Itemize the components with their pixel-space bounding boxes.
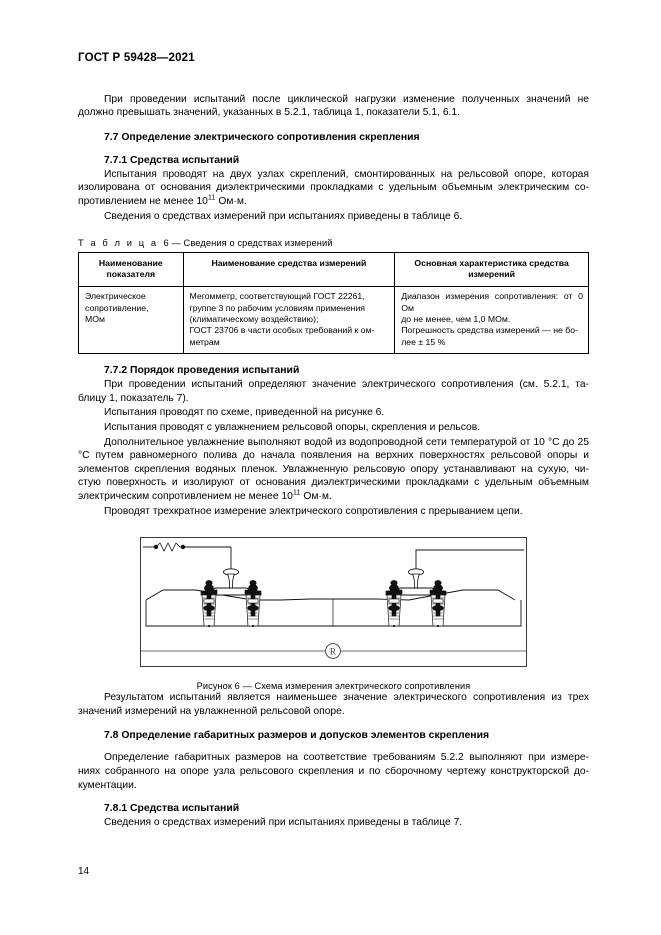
paragraph-7-8-1: Сведения о средствах измерений при испытаниях приведены в таблице 7. xyxy=(104,817,463,829)
figure-6-scheme xyxy=(140,537,527,667)
col2-line1: Наименование средства измерений xyxy=(211,258,367,269)
p771-line-2: изолирована от основания диэлектрическими прокладками с удельным объемным электрическим со- xyxy=(78,182,589,194)
characteristic-line3: Погрешность средства измерений — не бо- xyxy=(401,325,578,336)
measurement-scheme-drawing xyxy=(141,538,526,666)
cell-indicator xyxy=(79,287,184,354)
cell-characteristic xyxy=(395,287,589,354)
instrument-line3: (климатическому воздействию); xyxy=(189,314,319,325)
exponent-11-second: 11 xyxy=(292,487,301,497)
indicator-line3: МОм xyxy=(85,314,105,325)
table-caption-title: Сведения о средствах измерений xyxy=(183,238,333,249)
characteristic-line1: Диапазон измерения сопротивления: от 0 Ом xyxy=(401,291,583,313)
p4-line-1: Дополнительное увлажнение выполняют водой из водопроводной сети температурой от 10 °С до xyxy=(104,436,575,448)
p78-line-1: Определение габаритных размеров на соответствие требованиям 5.2.2 выполняют при измере- xyxy=(104,752,589,764)
heading-7-8: 7.8 Определение габаритных размеров и допусков элементов скрепления xyxy=(104,730,490,742)
p78-line-2: ниях собранного на опоре узла рельсового скрепления и по сборочному чертежу конструкторской до- xyxy=(78,765,589,777)
p771-line-3-pre: противлением не менее 10 xyxy=(78,196,208,208)
p4-line-3: элементов скрепления водяных пленок. Увлажненную рельсовую опору устанавливают на сухую, чи- xyxy=(78,463,589,475)
table-6-measurement-instruments xyxy=(78,252,589,354)
p772-line-1: При проведении испытаний определяют значение электрического сопротивления (см. 5.2.1, та- xyxy=(104,379,589,391)
table-caption-dash: — xyxy=(171,238,181,249)
intro-line-2: должно превышать значений, указанных в 5.2.1, таблица 1, показатели 5.1, 6.1. xyxy=(78,107,461,119)
p4-line-2: 25 °С путем равномерного полива до начала появления на верхних поверхностях рельсовой опоры и xyxy=(78,436,589,462)
p771-line-3-post: Ом·м. xyxy=(215,196,247,208)
column-header-instrument xyxy=(183,253,395,287)
p4-line-5-post: Ом·м. xyxy=(300,490,332,502)
heading-7-8-1: 7.8.1 Средства испытаний xyxy=(104,803,240,815)
exponent-11: 11 xyxy=(207,192,216,202)
paragraph-7-7-1-table-ref: Сведения о средствах измерений при испытаниях приведены в таблице 6. xyxy=(104,210,463,222)
rail-fastening-assembly-left xyxy=(201,569,261,627)
p4-line-4: стую поверхность и изолируют от основания диэлектрическими прокладками с удельным объемным xyxy=(78,477,589,489)
col1-line1: Наименование xyxy=(98,258,163,269)
paragraph-moistening: Испытания проводят с увлажнением рельсовой опоры, скрепления и рельсов. xyxy=(104,422,481,434)
column-header-indicator xyxy=(79,253,184,287)
page-number: 14 xyxy=(78,866,90,877)
heading-7-7-2: 7.7.2 Порядок проведения испытаний xyxy=(104,365,300,377)
intro-paragraph xyxy=(78,93,589,120)
p771-line-1: Испытания проводят на двух узлах скреплений, смонтированных на рельсовой опоре, которая xyxy=(104,168,589,180)
table-row xyxy=(79,287,589,354)
heading-7-7-1: 7.7.1 Средства испытаний xyxy=(104,154,240,166)
instrument-line1: Мегомметр, соответствующий ГОСТ 22261, xyxy=(189,291,365,302)
intro-line-1: При проведении испытаний после циклической нагрузки изменение полученных значений не xyxy=(104,93,589,105)
rail-fastening-assembly-right xyxy=(386,569,446,627)
paragraph-result xyxy=(78,691,589,718)
ohmmeter-label: R xyxy=(329,646,337,657)
p4-line-5-pre: электрическим сопротивлением не менее 10 xyxy=(78,490,293,502)
result-line-2: значений измерений на увлажненной рельсовой опоре. xyxy=(78,705,345,717)
instrument-line5: метрам xyxy=(189,336,220,347)
col1-line2: показателя xyxy=(106,269,156,280)
characteristic-line4: лее ± 15 % xyxy=(401,336,446,347)
paragraph-triple-measurement: Проводят трехкратное измерение электрического сопротивления с прерыванием цепи. xyxy=(104,505,523,517)
paragraph-scheme-ref: Испытания проводят по схеме, приведенной на рисунке 6. xyxy=(104,407,385,419)
paragraph-7-7-1 xyxy=(78,168,589,209)
instrument-line4: ГОСТ 23706 в части особых требований к ом- xyxy=(189,325,375,336)
paragraph-additional-moistening xyxy=(78,436,589,504)
column-header-characteristic xyxy=(395,253,589,287)
table-caption-number: 6 xyxy=(163,238,169,249)
cell-instrument xyxy=(183,287,395,354)
paragraph-7-8 xyxy=(78,751,589,792)
circuit-break-symbol xyxy=(143,543,231,551)
p78-line-3: кументации. xyxy=(78,779,137,791)
table-header-row xyxy=(79,253,589,287)
table-6-caption xyxy=(78,238,589,248)
heading-7-7: 7.7 Определение электрического сопротивления скрепления xyxy=(104,131,420,143)
result-line-1: Результатом испытаний является наименьшее значение электрического сопротивления из трех xyxy=(104,692,589,704)
col3-line1: Основная характеристика средства измерений xyxy=(414,258,569,280)
paragraph-7-7-2-1 xyxy=(78,378,589,405)
table-caption-label: Т а б л и ц а xyxy=(78,238,159,249)
p772-line-2: блицу 1, показатель 7). xyxy=(78,392,189,404)
instrument-line2: группе 3 по рабочим условиям применения xyxy=(189,302,366,313)
indicator-line2: сопротивление, xyxy=(85,302,149,313)
characteristic-line2: до не менее, чем 1,0 МОм. xyxy=(401,314,511,325)
document-header: ГОСТ Р 59428—2021 xyxy=(78,52,195,64)
indicator-line1: Электрическое xyxy=(85,291,146,302)
figure-6-caption: Рисунок 6 — Схема измерения электрического сопротивления xyxy=(196,681,471,692)
